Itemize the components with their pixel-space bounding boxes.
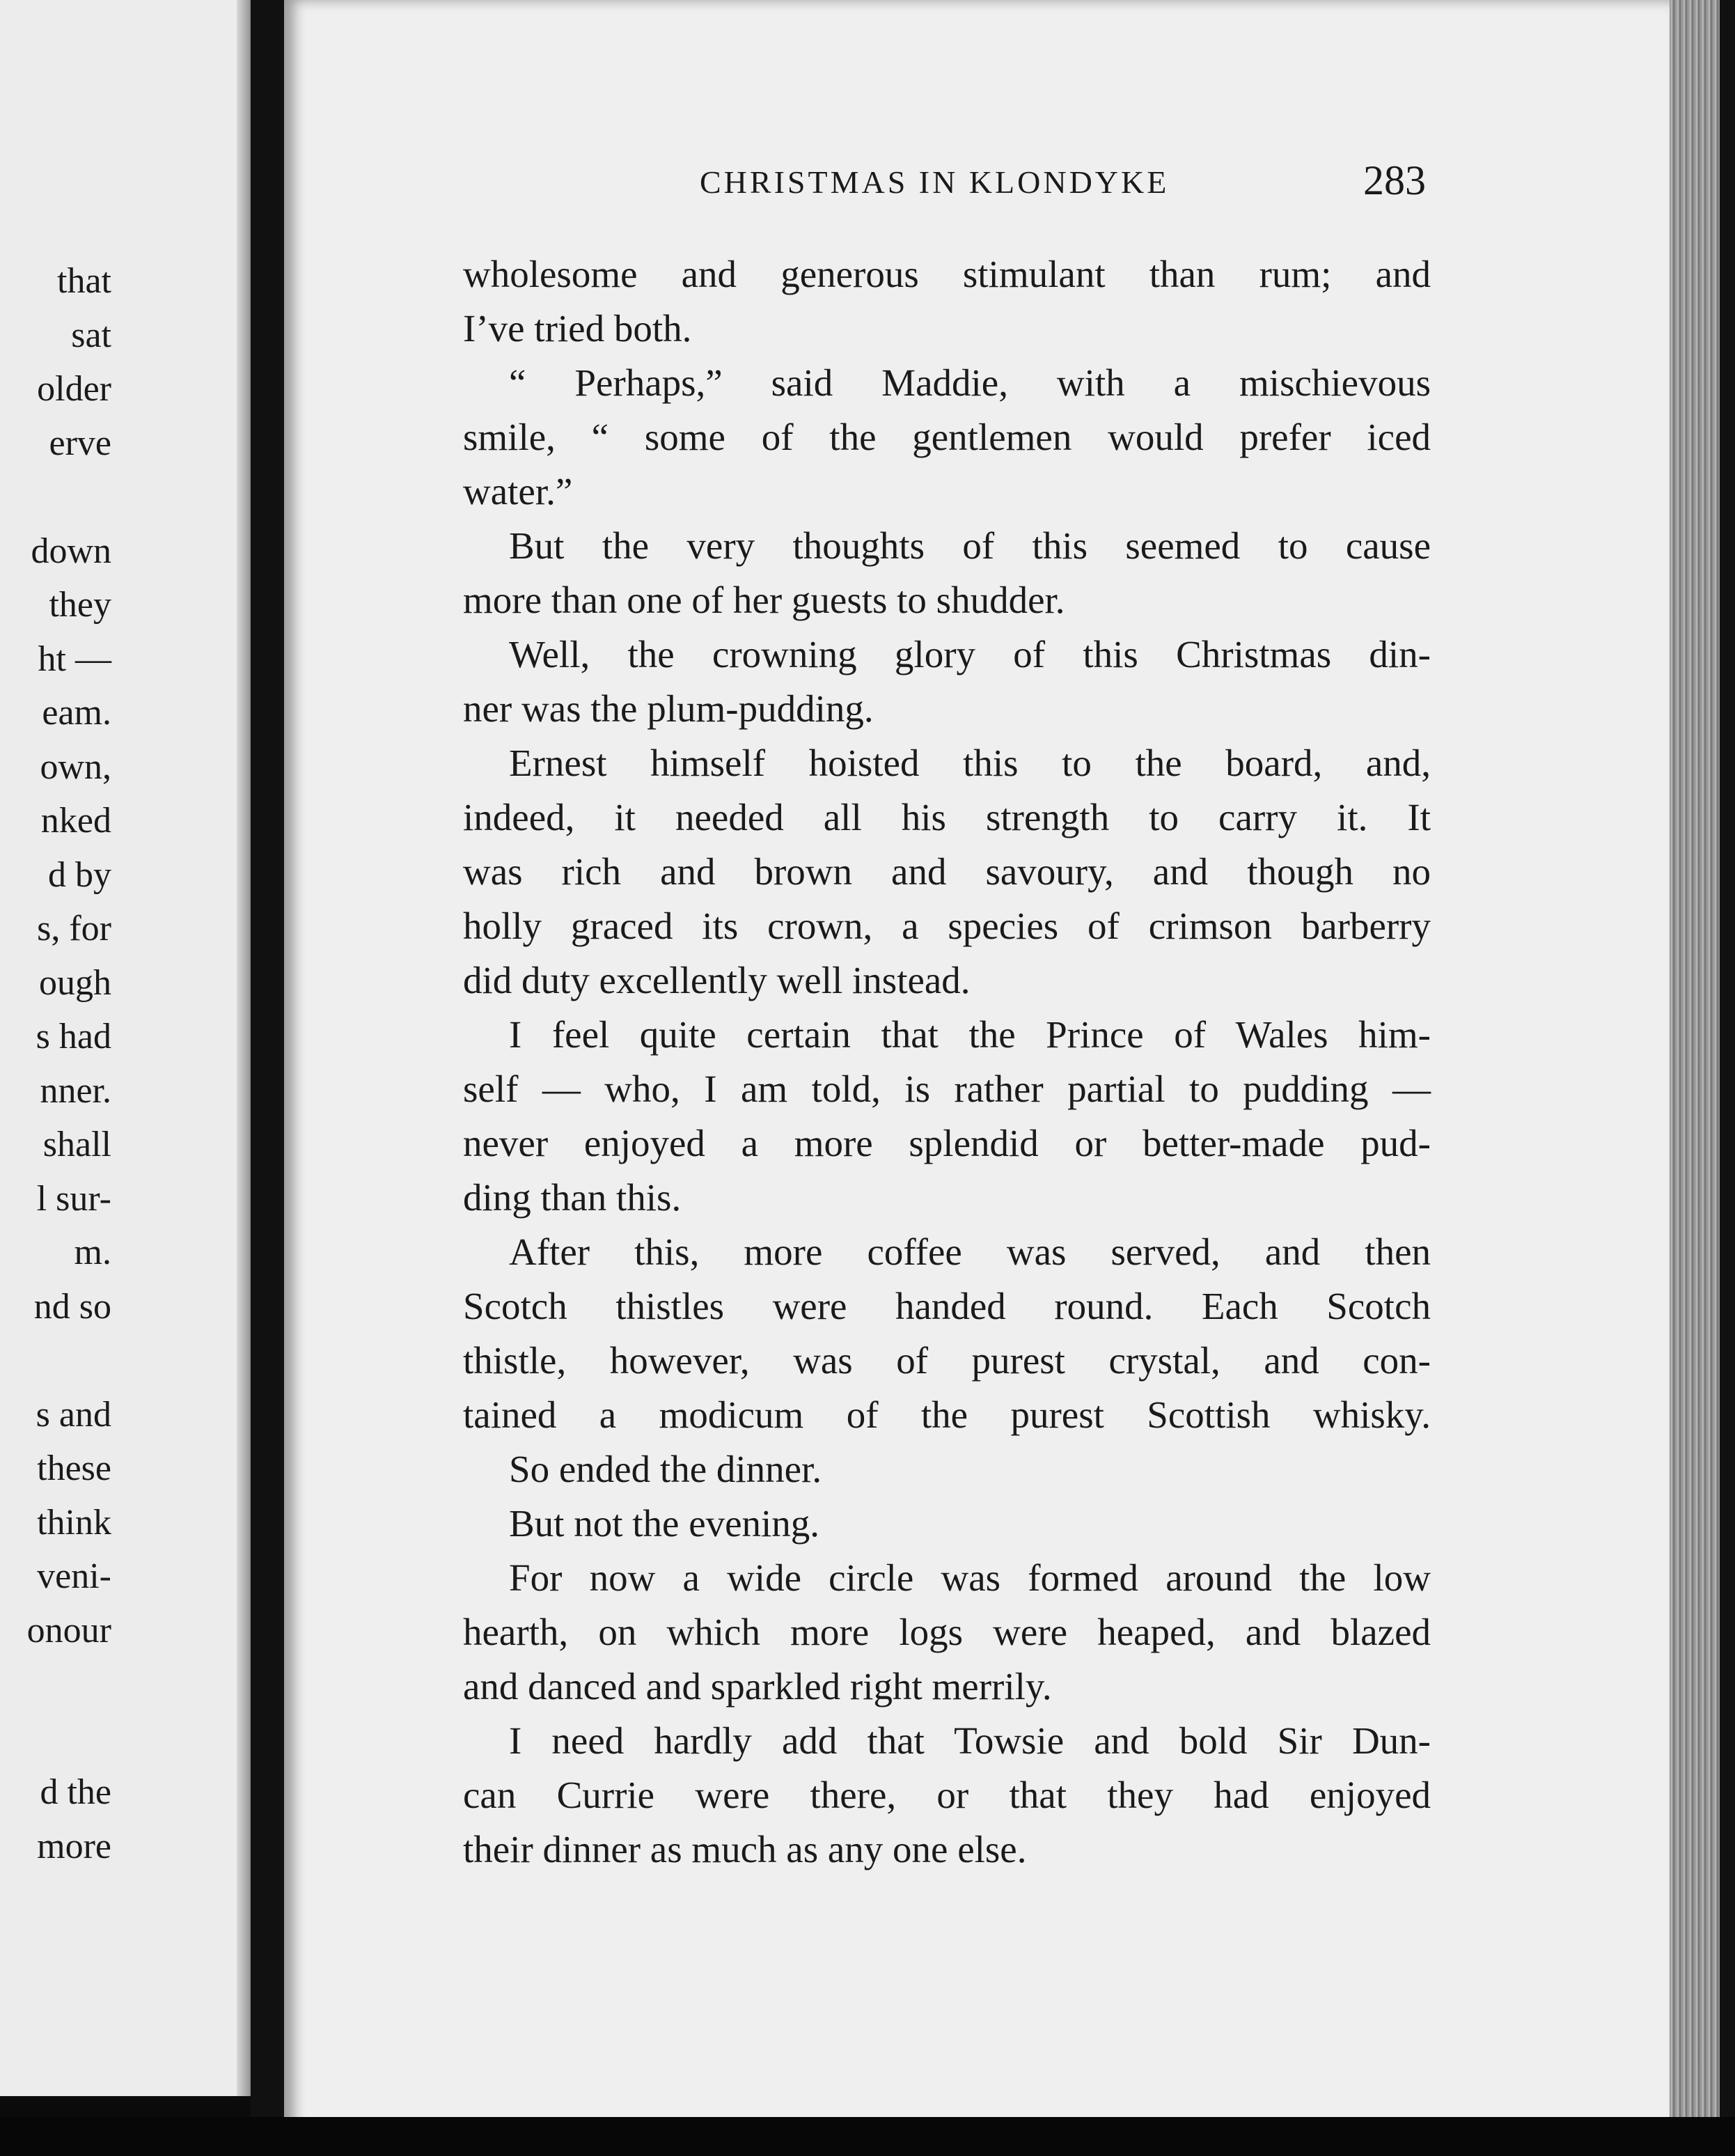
text-line: But not the evening. bbox=[509, 1502, 820, 1545]
running-head: CHRISTMAS IN KLONDYKE bbox=[700, 164, 1170, 200]
text-line: For now a wide circle was formed around the low bbox=[509, 1556, 1431, 1599]
left-text-line: own, bbox=[40, 747, 111, 787]
left-text-line: veni- bbox=[37, 1556, 111, 1596]
left-text-line: sat bbox=[71, 315, 111, 355]
text-line: ner was the plum-pudding. bbox=[463, 687, 874, 730]
left-text-line: l sur- bbox=[36, 1178, 111, 1219]
left-text-line bbox=[0, 470, 111, 524]
left-text-line: nd so bbox=[33, 1286, 111, 1327]
left-text-line: s and bbox=[36, 1394, 111, 1435]
text-line: I feel quite certain that the Prince of Wales him- bbox=[509, 1013, 1431, 1056]
left-text-line: nner. bbox=[40, 1070, 111, 1111]
left-text-line: s had bbox=[36, 1017, 111, 1056]
left-text-line: older bbox=[37, 369, 111, 409]
text-line: never enjoyed a more splendid or better-made pud- bbox=[463, 1122, 1431, 1164]
left-page-text-fragment bbox=[0, 254, 111, 1873]
text-line: Scotch thistles were handed round. Each Scotch bbox=[463, 1285, 1431, 1327]
text-line: holly graced its crown, a species of crimson barberry bbox=[463, 905, 1431, 947]
left-text-line: d the bbox=[40, 1772, 111, 1812]
left-text-line: onour bbox=[26, 1610, 111, 1650]
text-line: and danced and sparkled right merrily. bbox=[463, 1665, 1052, 1708]
left-text-line: they bbox=[49, 585, 111, 625]
scan-border-bottom bbox=[0, 2117, 1735, 2156]
text-line: Well, the crowning glory of this Christmas din- bbox=[509, 633, 1431, 675]
left-text-line: ough bbox=[39, 962, 111, 1003]
page-number: 283 bbox=[1363, 157, 1426, 203]
left-text-line: these bbox=[37, 1448, 111, 1488]
book-spine bbox=[251, 0, 284, 2124]
left-text-line: down bbox=[31, 531, 111, 571]
left-text-line: eam. bbox=[42, 693, 111, 733]
left-text-line: m. bbox=[74, 1233, 111, 1272]
text-line: “ Perhaps,” said Maddie, with a mischievous bbox=[509, 361, 1431, 404]
text-line: more than one of her guests to shudder. bbox=[463, 579, 1065, 621]
left-text-line bbox=[0, 1657, 111, 1712]
text-line: their dinner as much as any one else. bbox=[463, 1828, 1027, 1870]
text-line: tained a modicum of the purest Scottish whisky. bbox=[463, 1393, 1431, 1436]
left-text-line: s, for bbox=[37, 909, 111, 948]
text-line: I’ve tried both. bbox=[463, 307, 692, 350]
text-line: can Currie were there, or that they had enjoyed bbox=[463, 1774, 1431, 1816]
left-text-line: that bbox=[57, 261, 111, 301]
left-text-line: shall bbox=[42, 1125, 111, 1164]
text-line: self — who, I am told, is rather partial to pudding — bbox=[463, 1068, 1431, 1110]
scan-border-right bbox=[1720, 0, 1735, 2156]
left-text-line: erve bbox=[49, 423, 111, 463]
text-line: thistle, however, was of purest crystal, and con- bbox=[463, 1339, 1431, 1382]
left-text-line: think bbox=[37, 1502, 111, 1542]
text-line: was rich and brown and savoury, and though no bbox=[463, 850, 1431, 893]
left-text-line bbox=[0, 1334, 111, 1388]
text-line: ding than this. bbox=[463, 1176, 682, 1219]
left-text-line: more bbox=[37, 1826, 111, 1866]
text-line: So ended the dinner. bbox=[509, 1448, 822, 1490]
left-text-line: ht — bbox=[38, 639, 111, 679]
left-text-line: nked bbox=[40, 801, 111, 841]
text-line: water.” bbox=[463, 470, 573, 513]
text-line: hearth, on which more logs were heaped, and blazed bbox=[463, 1611, 1431, 1653]
body-text bbox=[463, 247, 1431, 1877]
text-line: wholesome and generous stimulant than rum; and bbox=[463, 253, 1431, 295]
text-line: did duty excellently well instead. bbox=[463, 959, 971, 1001]
text-line: smile, “ some of the gentlemen would prefer iced bbox=[463, 416, 1431, 458]
text-line: After this, more coffee was served, and then bbox=[509, 1231, 1431, 1273]
left-text-line bbox=[0, 1712, 111, 1766]
text-line: Ernest himself hoisted this to the board, and, bbox=[509, 742, 1431, 784]
left-text-line: d by bbox=[48, 854, 111, 895]
text-line: I need hardly add that Towsie and bold Sir Dun- bbox=[509, 1719, 1431, 1762]
text-line: But the very thoughts of this seemed to cause bbox=[509, 524, 1431, 567]
text-line: indeed, it needed all his strength to carry it. It bbox=[463, 796, 1431, 838]
